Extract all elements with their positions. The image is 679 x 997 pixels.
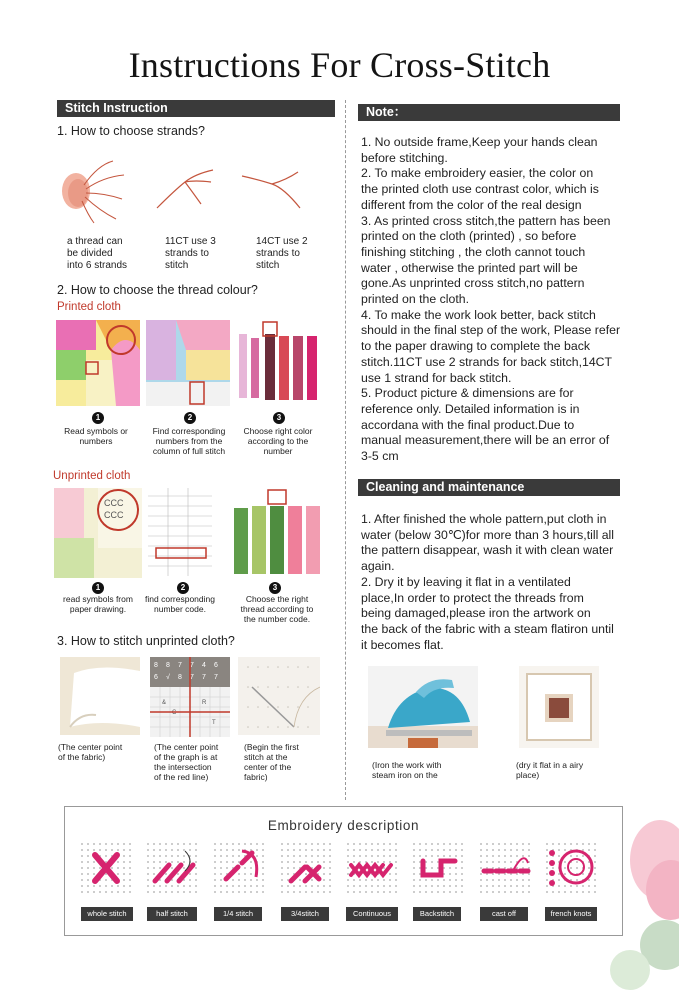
embroidery-title: Embroidery description [267, 818, 420, 833]
steam-iron-image [368, 666, 478, 748]
step-caption-line: Find corresponding [152, 426, 226, 436]
stitch-caption-line: (The center point [154, 742, 219, 752]
note-line: finishing stitching , the cloth cannot touch [361, 244, 586, 259]
grid-symbol: 7 [190, 674, 194, 681]
grid-symbol: R [202, 700, 207, 706]
cleaning-caption-line: (dry it flat in a airy [516, 760, 584, 770]
step-number: 3 [273, 412, 285, 424]
cleaning-caption-line: steam iron on the [372, 770, 438, 780]
note-line: water , otherwise the printed part will be [361, 260, 578, 275]
svg-text:CCC: CCC [104, 498, 124, 508]
grid-symbol: T [212, 720, 216, 726]
note-line: accordana with the final product.Due to [361, 417, 575, 432]
note-line: manual measurement,there will be an error of [361, 433, 610, 448]
cleaning-line: the pattern disappear, wash it with clean water [361, 543, 614, 558]
three-quarter-stitch-icon [279, 841, 333, 895]
cleaning-line: again. [361, 559, 395, 574]
number-code-table-image [148, 488, 212, 576]
two-strands-image [240, 168, 302, 213]
half-stitch-icon [145, 841, 199, 895]
stitch-label-french-knots: french knots [545, 907, 597, 921]
three-strands-image [155, 160, 215, 215]
grid-symbol: 7 [202, 674, 206, 681]
step-caption-line: Read symbols or [64, 426, 128, 436]
graph-center-image [150, 657, 230, 737]
thread-bundle-image [235, 320, 321, 406]
cleaning-line: being damaged,please iron the artwork on [361, 606, 591, 621]
grid-symbol: 7 [178, 662, 182, 669]
strand-caption-line: into 6 strands [67, 260, 128, 271]
question-stitch-unprinted: 3. How to stitch unprinted cloth? [57, 634, 235, 648]
step-caption-line: numbers from the [155, 436, 223, 446]
first-stitch-image [238, 657, 320, 735]
note-line: the printed cloth use contrast color, which is [361, 182, 599, 197]
grid-symbol: C [172, 710, 177, 716]
stitch-label-cast-off: cast off [480, 907, 528, 921]
grid-symbol: 7 [190, 662, 194, 669]
grid-symbol: 4 [202, 662, 206, 669]
grid-symbol: 6 [214, 662, 218, 669]
stitch-caption-line: center of the [244, 762, 292, 772]
cleaning-line: 2. Dry it by leaving it flat in a ventilated [361, 574, 571, 589]
step-number: 1 [92, 582, 104, 594]
note-line: gone.As unprinted cross stitch,no pattern [361, 276, 585, 291]
note-line: 3. As printed cross stitch,the pattern has been [361, 213, 611, 228]
stitch-instruction-header: Stitch Instruction [57, 100, 335, 117]
step-caption-line: paper drawing. [69, 604, 127, 614]
strand-caption-line: be divided [67, 248, 113, 259]
french-knots-icon [544, 841, 598, 895]
step-number: 2 [184, 412, 196, 424]
step-caption-line: numbers [79, 436, 113, 446]
stitch-caption-line: fabric) [244, 772, 268, 782]
quarter-stitch-icon [212, 841, 266, 895]
note-line: printed on the cloth. [361, 292, 470, 307]
cleaning-line: water (below 30℃)for more than 3 hours,till all [361, 527, 615, 542]
stitch-caption-line: of the red line) [154, 772, 209, 782]
cleaning-caption-line: place) [516, 770, 540, 780]
step-caption-line: thread according to [240, 604, 314, 614]
thread-skein-image [58, 155, 128, 225]
stitch-caption-line: the intersection [154, 762, 212, 772]
note-line: reference only. Detailed information is in [361, 401, 580, 416]
grid-symbol: 8 [178, 674, 182, 681]
strand-caption-line: strands to [165, 248, 209, 259]
note-line: before stitching. [361, 150, 448, 165]
note-line: printed on the cloth (printed) , so before [361, 229, 577, 244]
stitch-label-quarter: 1/4 stitch [214, 907, 262, 921]
step-caption-line: column of full stitch [152, 446, 226, 456]
stitch-label-backstitch: Backstitch [413, 907, 461, 921]
note-line: 4. To make the work look better, back stitch [361, 307, 596, 322]
step-caption-line: according to the [247, 436, 309, 446]
note-line: to the paper drawing to complete the back [361, 339, 590, 354]
stitch-caption-line: stitch at the [244, 752, 288, 762]
note-line: different from the color of the real design [361, 197, 582, 212]
strand-caption-line: stitch [256, 260, 280, 271]
strand-caption-line: strands to [256, 248, 300, 259]
grid-symbol: 8 [166, 662, 170, 669]
stitch-caption-line: of the fabric) [58, 752, 106, 762]
stitch-label-continuous: Continuous [346, 907, 398, 921]
step-caption-line: number [263, 446, 293, 456]
step-caption-line: Choose right color [243, 426, 313, 436]
cleaning-caption-line: (Iron the work with [372, 760, 442, 770]
continuous-stitch-icon [345, 841, 399, 895]
grid-symbol: 7 [214, 674, 218, 681]
step-caption-line: read symbols from [63, 594, 133, 604]
stitch-caption-line: (Begin the first [244, 742, 299, 752]
step-caption-line: Choose the right [245, 594, 309, 604]
note-line: stitch.11CT use 2 strands for back stitch,14CT [361, 354, 613, 369]
step-caption-line: find corresponding [145, 594, 215, 604]
cleaning-line: the back of the fabric with a steam flatiron until [361, 621, 614, 636]
stitch-label-three-quarter: 3/4stitch [281, 907, 329, 921]
svg-text:CCC: CCC [104, 510, 124, 520]
printed-cloth-image [56, 320, 140, 406]
unprinted-cloth-label: Unprinted cloth [53, 470, 131, 482]
step-number: 2 [177, 582, 189, 594]
step-caption-line: number code. [154, 604, 206, 614]
cleaning-header: Cleaning and maintenance [358, 479, 620, 496]
cleaning-line: it becomes flat. [361, 637, 444, 652]
grid-symbol: & [162, 700, 167, 706]
step-caption-line: the number code. [243, 614, 311, 624]
whole-stitch-icon [79, 841, 133, 895]
question-thread-colour: 2. How to choose the thread colour? [57, 283, 258, 297]
stitch-label-half: half stitch [147, 907, 197, 921]
strand-caption-line: a thread can [67, 236, 123, 247]
color-chart-image [146, 320, 230, 406]
question-strands: 1. How to choose strands? [57, 124, 205, 138]
note-line: use 1 strand for back stitch. [361, 370, 512, 385]
strand-caption-line: stitch [165, 260, 189, 271]
cast-off-icon [478, 841, 532, 895]
step-number: 3 [269, 582, 281, 594]
fabric-center-image [60, 657, 140, 735]
drying-frame-image [519, 666, 599, 748]
note-header: Note： [358, 104, 620, 121]
note-line: 3-5 cm [361, 449, 399, 464]
cleaning-line: 1. After finished the whole pattern,put cloth in [361, 512, 607, 526]
strand-caption-line: 14CT use 2 [256, 236, 308, 247]
backstitch-icon [411, 841, 465, 895]
grid-symbol: 8 [154, 662, 158, 669]
grid-symbol: 6 [154, 674, 158, 681]
column-divider [345, 100, 346, 800]
printed-cloth-label: Printed cloth [57, 301, 121, 313]
note-line: should in the final step of the work, Please refer [361, 323, 621, 338]
note-text [361, 135, 661, 465]
step-number: 1 [92, 412, 104, 424]
cleaning-line: place,In order to protect the threads from [361, 590, 584, 605]
page-title: Instructions For Cross-Stitch [128, 45, 551, 85]
note-line: 2. To make embroidery easier, the color on [361, 166, 594, 181]
stitch-label-whole: whole stitch [81, 907, 133, 921]
note-line: 5. Product picture & dimensions are for [361, 386, 574, 401]
note-line: 1. No outside frame,Keep your hands clean [361, 135, 598, 149]
grid-symbol: √ [166, 674, 170, 681]
symbol-chart-image [54, 488, 142, 578]
cleaning-text [361, 512, 661, 653]
stitch-caption-line: (The center point [58, 742, 123, 752]
stitch-caption-line: of the graph is at [154, 752, 218, 762]
threads-code-image [230, 488, 322, 578]
strand-caption-line: 11CT use 3 [165, 236, 216, 247]
